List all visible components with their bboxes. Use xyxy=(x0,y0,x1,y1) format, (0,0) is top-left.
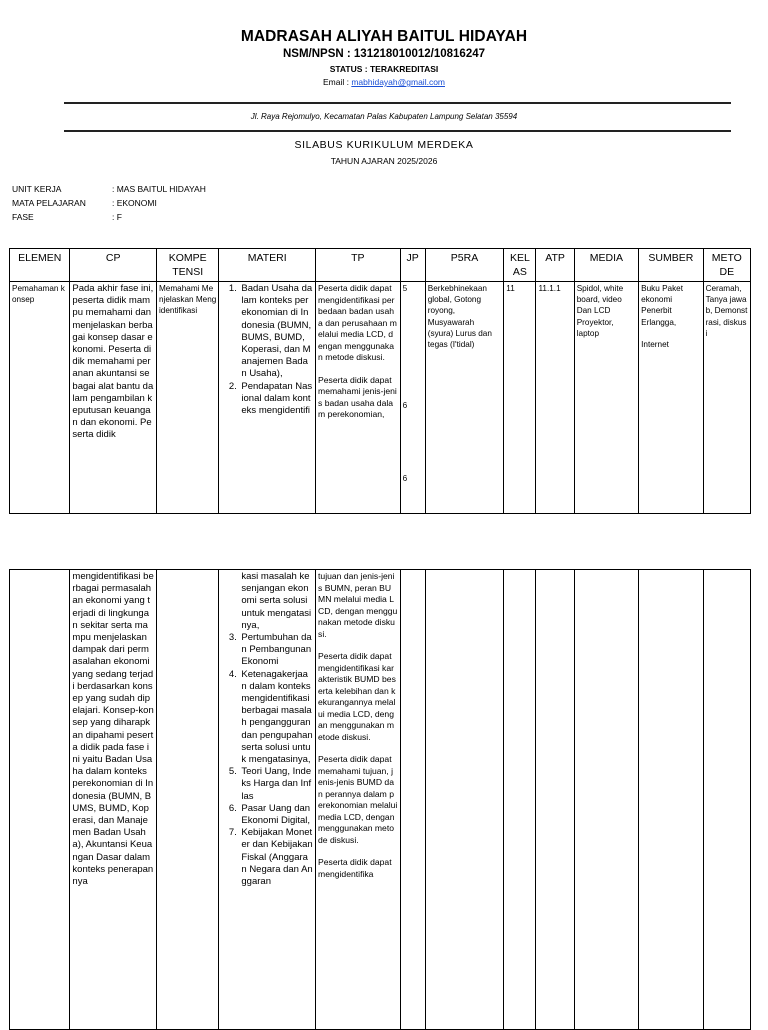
tp-paragraph: Peserta didik dapat memahami tujuan, jenis-jenis BUMD dan perannya dalam perekonomian melalui media LCD, dengan menggunakan metode diskusi. xyxy=(318,754,398,845)
tp-paragraph: Peserta didik dapat mengidentifika xyxy=(318,857,392,879)
col-header-p5ra: P5RA xyxy=(425,249,504,282)
meta-key: MATA PELAJARAN xyxy=(12,198,86,208)
jp-value: 6 xyxy=(402,401,408,410)
cell-metode xyxy=(703,570,750,1030)
meta-value: : MAS BAITUL HIDAYAH xyxy=(112,184,206,194)
col-header-materi: MATERI xyxy=(219,249,316,282)
meta-value: : EKONOMI xyxy=(112,198,157,208)
cell-kelas xyxy=(504,570,536,1030)
jp-value: 5 xyxy=(402,284,408,293)
cell-media xyxy=(574,570,638,1030)
cell-kompetensi xyxy=(156,282,218,514)
list-item: 3. Pertumbuhan dan Pembangunan Ekonomi xyxy=(239,632,313,669)
meta-unit-kerja xyxy=(12,184,206,194)
materi-list xyxy=(221,632,313,888)
p5ra-text: Berkebhinekaan global, Gotong royong, Musyawarah (syura) Lurus dan tegas (I'tidal) xyxy=(427,284,492,350)
syllabus-table-page-1 xyxy=(9,248,751,514)
table-row xyxy=(10,570,751,1030)
cell-elemen xyxy=(10,282,70,514)
email-line xyxy=(0,77,768,87)
col-header-elemen: ELEMEN xyxy=(10,249,70,282)
email-label: Email : xyxy=(322,77,352,87)
jp-value: 6 xyxy=(402,474,408,483)
tp-paragraph: tujuan dan jenis-jenis BUMN, peran BUMN melalui media LCD, dengan menggunakan metode diskusi. xyxy=(318,571,398,639)
materi-list xyxy=(221,283,313,417)
list-item: 6. Pasar Uang dan Ekonomi Digital, xyxy=(239,803,313,827)
header-rule-bottom xyxy=(64,130,731,132)
cell-kompetensi xyxy=(156,570,218,1030)
accreditation-status: STATUS : TERAKREDITASI xyxy=(329,64,439,74)
col-header-tp: TP xyxy=(316,249,401,282)
sumber-text: Internet xyxy=(641,339,669,349)
cell-media xyxy=(574,282,638,514)
cell-jp xyxy=(400,570,425,1030)
cell-atp xyxy=(536,282,574,514)
cp-text: Pada akhir fase ini, peserta didik mampu memahami dan menjelaskan berbagai konsep dasar ekonomi. Peserta didik memahami peranan akuntansi sebagai alat bantu dalam pengambilan keputusan keuangan dan ekonomi. Peserta didik xyxy=(72,283,154,441)
nsm-npsn: NSM/NPSN : 131218010012/10816247 xyxy=(282,48,486,60)
kompetensi-text: Memahami Menjelaskan Mengidentifikasi xyxy=(158,284,217,316)
cell-sumber xyxy=(639,570,703,1030)
metode-text: Ceramah, Tanya jawab, Demonstrasi, diskusi xyxy=(705,284,748,338)
cell-cp xyxy=(70,570,157,1030)
document-title: SILABUS KURIKULUM MERDEKA xyxy=(294,139,474,151)
list-item: 5. Teori Uang, Indeks Harga dan Inflas xyxy=(239,766,313,803)
meta-mata-pelajaran xyxy=(12,198,157,208)
media-text: Spidol, white board, video Dan LCD Proyektor, laptop xyxy=(576,284,624,338)
list-item: 7. Kebijakan Moneter dan Kebijakan Fiskal (Anggaran Negara dan Anggaran xyxy=(239,827,313,888)
cell-sumber xyxy=(639,282,703,514)
cell-metode xyxy=(703,282,750,514)
cell-jp xyxy=(400,282,425,514)
col-header-kompetensi: KOMPE TENSI xyxy=(156,249,218,282)
school-name: MADRASAH ALIYAH BAITUL HIDAYAH xyxy=(240,28,528,45)
cell-elemen xyxy=(10,570,70,1030)
academic-year: TAHUN AJARAN 2025/2026 xyxy=(330,156,438,166)
cp-text: mengidentifikasi berbagai permasalahan ekonomi yang terjadi di lingkungan sekitar serta mampu menjelaskan dampak dari permasalahan ekonomi yang sedang terjadi berdasarkan konsep yang sudah dipelajari. Konsep-konsep yang diharapkan dipahami peserta didik pada fase ini yaitu Badan Usaha dalam konteks perekonomian di Indonesia (BUMN, BUMS, BUMD, Koperasi, dan Manajemen Badan Usaha), Akuntansi Keuangan Dasar dalam konteks penerapannya xyxy=(72,571,154,888)
cell-materi xyxy=(219,282,316,514)
cell-p5ra xyxy=(425,282,504,514)
meta-fase xyxy=(12,212,122,222)
tp-paragraph: Peserta didik dapat mengidentifikasi karakteristik BUMD beserta kelebihan dan kekurangannya melalui media LCD, dengan menggunakan metode diskusi. xyxy=(318,651,396,742)
sumber-text: Buku Paket ekonomi Penerbit Erlangga, xyxy=(641,284,684,327)
cell-cp xyxy=(70,282,157,514)
list-item: 1. Badan Usaha dalam konteks perekonomian di Indonesia (BUMN, BUMS, BUMD, Koperasi, dan Manajemen Badan Usaha), xyxy=(239,283,313,381)
meta-key: UNIT KERJA xyxy=(12,184,62,194)
table-header-row xyxy=(10,249,751,282)
email-link[interactable]: mabhidayah@gmail.com xyxy=(351,77,445,87)
cell-materi xyxy=(219,570,316,1030)
cell-atp xyxy=(536,570,574,1030)
school-address: Jl. Raya Rejomulyo, Kecamatan Palas Kabupaten Lampung Selatan 35594 xyxy=(250,112,518,121)
col-header-jp: JP xyxy=(400,249,425,282)
kelas-text: 11 xyxy=(506,284,515,293)
tp-paragraph: Peserta didik dapat mengidentifikasi perbedaan badan usaha dan perusahaan melalui media LCD, dengan menggunakan metode diskusi. xyxy=(318,283,397,362)
cell-tp xyxy=(316,570,401,1030)
header-rule-top xyxy=(64,102,731,104)
cell-p5ra xyxy=(425,570,504,1030)
col-header-sumber: SUMBER xyxy=(639,249,703,282)
col-header-metode: METO DE xyxy=(703,249,750,282)
col-header-media: MEDIA xyxy=(574,249,638,282)
col-header-kelas: KEL AS xyxy=(504,249,536,282)
list-item: 4. Ketenagakerjaan dalam konteks mengidentifikasi berbagai masalah pengangguran dan pengupahan serta solusi untuk mengatasinya, xyxy=(239,669,313,767)
tp-paragraph: Peserta didik dapat memahami jenis-jenis badan usaha dalam perekonomian, xyxy=(318,374,397,419)
elemen-text: Pemahaman konsep xyxy=(12,284,65,305)
atp-text: 11.1.1 xyxy=(538,284,561,293)
meta-value: : F xyxy=(112,212,122,222)
list-item: 2. Pendapatan Nasional dalam konteks mengidentifi xyxy=(239,381,313,418)
syllabus-table-page-2 xyxy=(9,569,751,1030)
col-header-atp: ATP xyxy=(536,249,574,282)
cell-tp xyxy=(316,282,401,514)
materi-continuation: kasi masalah kesenjangan ekonomi serta solusi untuk mengatasinya, xyxy=(241,571,312,631)
col-header-cp: CP xyxy=(70,249,157,282)
cell-kelas xyxy=(504,282,536,514)
table-row xyxy=(10,282,751,514)
meta-key: FASE xyxy=(12,212,34,222)
